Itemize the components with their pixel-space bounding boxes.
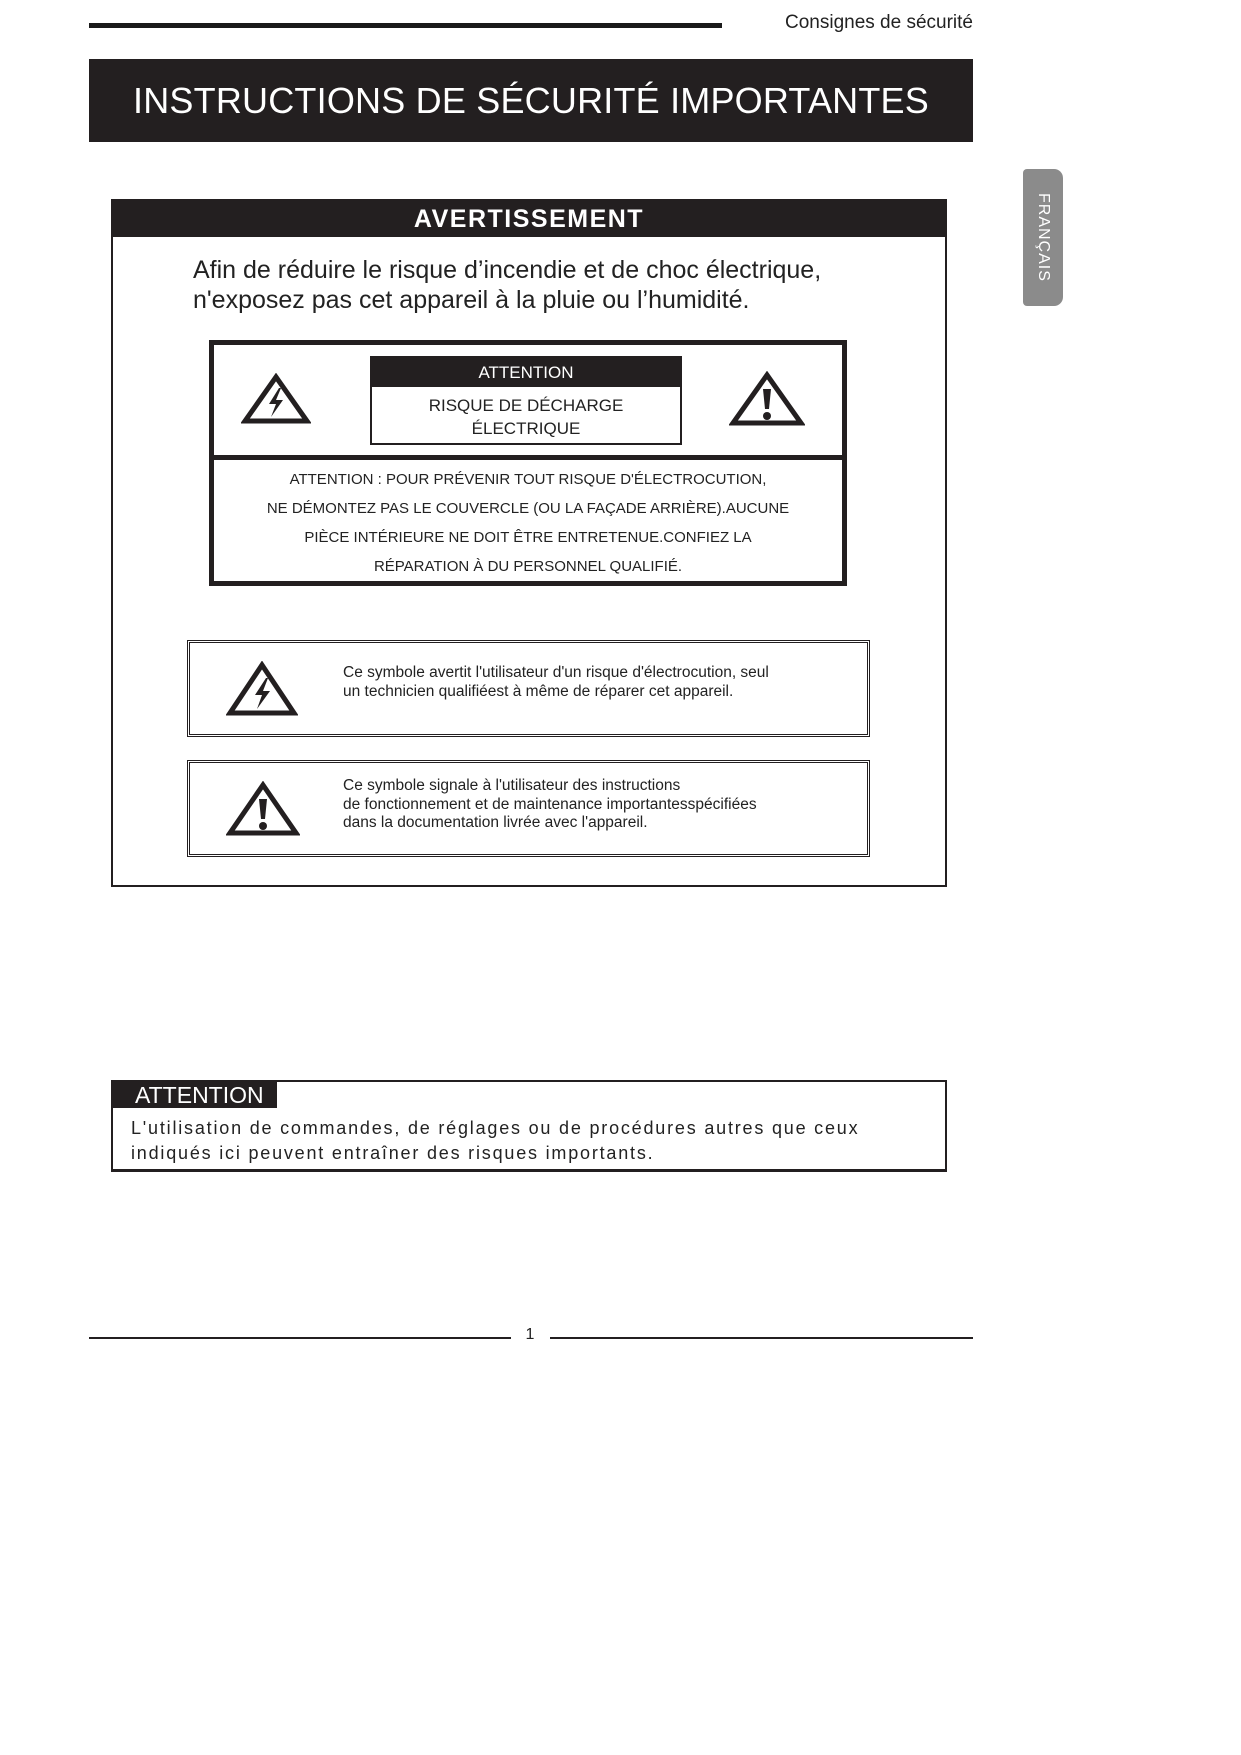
caution-notice-line: RÉPARATION À DU PERSONNEL QUALIFIÉ. — [373, 558, 683, 575]
page-number: 1 — [525, 1326, 535, 1343]
caution-center-box — [370, 356, 682, 445]
symbol-explanation-exclamation — [187, 760, 870, 857]
header-rule — [89, 23, 722, 28]
warning-intro-line: n'exposez pas cet appareil à la pluie ou l’humidité. — [193, 286, 750, 314]
footer-rule-left — [89, 1337, 511, 1339]
caution-label — [209, 340, 847, 586]
warning-intro — [193, 255, 893, 315]
symbol-explanation-lightning — [187, 640, 870, 737]
exclamation-triangle-icon — [226, 781, 300, 837]
symbol-description — [343, 777, 757, 833]
page-title: INSTRUCTIONS DE SÉCURITÉ IMPORTANTES — [89, 59, 973, 142]
warning-intro-line: Afin de réduire le risque d’incendie et de choc électrique, — [193, 256, 822, 284]
section-label: Consignes de sécurité — [785, 12, 973, 33]
caution-notice-line: PIÈCE INTÉRIEURE NE DOIT ÊTRE ENTRETENUE.CONFIEZ LA — [304, 529, 752, 546]
caution-body-line: RISQUE DE DÉCHARGE — [428, 396, 624, 415]
caution-center-heading: ATTENTION — [372, 358, 680, 387]
attention-text-line: indiqués ici peuvent entraîner des risques importants. — [131, 1143, 655, 1163]
footer-rule-right — [550, 1337, 973, 1339]
warning-heading: AVERTISSEMENT — [113, 201, 945, 237]
symbol-description-line: un technicien qualifiéest à même de réparer cet appareil. — [343, 682, 734, 700]
caution-notice — [214, 465, 842, 581]
symbol-description-line: Ce symbole signale à l'utilisateur des instructions — [343, 777, 681, 794]
caution-body-line: ÉLECTRIQUE — [471, 419, 581, 438]
caution-label-top — [214, 345, 842, 460]
symbol-description — [343, 664, 769, 701]
symbol-description-line: de fonctionnement et de maintenance importantesspécifiées — [343, 795, 757, 813]
language-tab[interactable] — [1023, 169, 1063, 306]
caution-notice-line: ATTENTION : POUR PRÉVENIR TOUT RISQUE D'ÉLECTROCUTION, — [289, 471, 767, 488]
lightning-triangle-icon — [226, 661, 298, 717]
symbol-description-line: dans la documentation livrée avec l'appareil. — [343, 814, 648, 831]
exclamation-triangle-icon — [729, 371, 805, 427]
lightning-triangle-icon — [241, 373, 311, 425]
attention-heading: ATTENTION — [113, 1082, 277, 1108]
caution-notice-line: NE DÉMONTEZ PAS LE COUVERCLE (OU LA FAÇADE ARRIÈRE).AUCUNE — [266, 500, 790, 517]
caution-center-body — [372, 387, 680, 440]
symbol-description-line: Ce symbole avertit l'utilisateur d'un risque d'électrocution, seul — [343, 664, 769, 681]
attention-panel — [111, 1080, 947, 1172]
attention-text-line: L'utilisation de commandes, de réglages ou de procédures autres que ceux — [131, 1118, 860, 1138]
attention-text — [131, 1116, 931, 1166]
language-tab-label: FRANÇAIS — [1035, 193, 1052, 282]
